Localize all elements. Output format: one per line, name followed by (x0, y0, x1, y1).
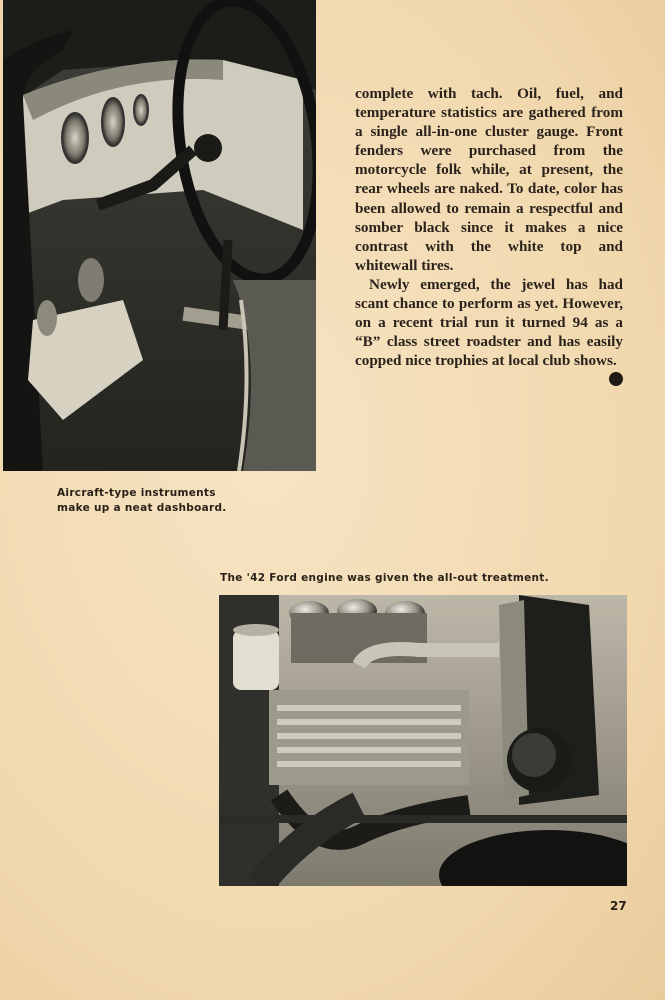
end-mark-icon (609, 372, 623, 386)
dashboard-caption-line1: Aircraft-type instruments (57, 487, 216, 499)
dashboard-photo-image (3, 0, 316, 471)
engine-photo (219, 595, 627, 886)
engine-photo-image (219, 595, 627, 886)
article-paragraph-2 (355, 275, 623, 370)
page-number: 27 (610, 899, 627, 913)
engine-caption: The '42 Ford engine was given the all-out treatment. (220, 572, 549, 584)
dashboard-caption (57, 486, 257, 516)
article-paragraph-1: complete with tach. Oil, fuel, and temperature statistics are gathered from a single all-in-one cluster gauge. Front fenders were purchased from the motorcycle folk while, at present, the rear wheels are naked. To date, color has been allowed to remain a respectful and somber black since it makes a nice contrast with the white top and whitewall tires. (355, 85, 623, 274)
article-text (355, 84, 623, 386)
dashboard-caption-line2: make up a neat dashboard. (57, 502, 227, 514)
article-paragraph-2-text: Newly emerged, the jewel has had scant chance to perform as yet. However, on a recent trial run it turned 94 as a “B” class street roadster and has easily copped nice trophies at local club shows. (355, 275, 623, 370)
dashboard-photo (3, 0, 316, 471)
